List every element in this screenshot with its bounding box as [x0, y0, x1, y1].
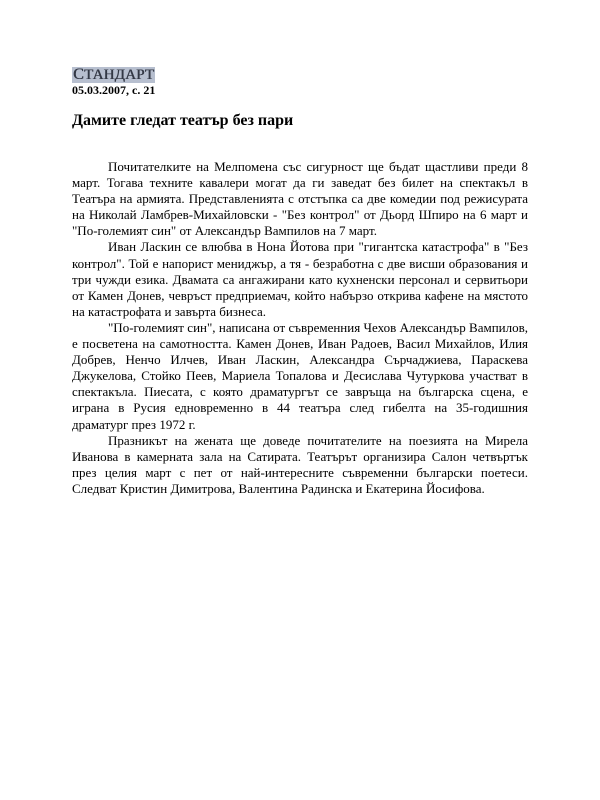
article-title: Дамите гледат театър без пари	[72, 112, 294, 129]
publication-masthead	[72, 67, 155, 83]
article-body	[72, 159, 528, 497]
masthead-rest: ТАНДАРТ	[83, 67, 155, 83]
dateline: 05.03.2007, с. 21	[72, 83, 156, 97]
article-paragraph: Почитателките на Мелпомена със сигурност ще бъдат щастливи преди 8 март. Тогава техните кавалери могат да ги заведат без билет на спектакъл в Театъра на армията. Представленията с отстъпка са две комедии под режисурата на Николай Ламбрев-Михайловски - "Без контрол" от Дьорд Шпиро на 6 март и "По-големият син" от Александър Вампилов на 7 март.	[72, 159, 528, 239]
article-paragraph: Празникът на жената ще доведе почитателите на поезията на Мирела Иванова в камерната зала на Сатирата. Театърът организира Салон четвъртък през целия март с пет от най-интересните съвременни български поетеси. Следват Кристин Димитрова, Валентина Радинска и Екатерина Йосифова.	[72, 432, 528, 496]
masthead-initial: С	[73, 66, 84, 83]
article-paragraph: "По-големият син", написана от съвременния Чехов Александър Вампилов, е посветена на самотността. Камен Донев, Иван Радоев, Васил Михайлов, Илия Добрев, Ненчо Илчев, Иван Ласкин, Александра Сърчаджиева, Параскева Джукелова, Стойко Пеев, Мариела Топалова и Десислава Чутуркова участват в спектакъла. Пиесата, с която драматургът се завръща на българска сцена, е играна в Русия едновременно в 44 театъра след гибелта на 35-годишния драматург през 1972 г.	[72, 319, 528, 432]
article-paragraph: Иван Ласкин се влюбва в Нона Йотова при "гигантска катастрофа" в "Без контрол". Той е напорист мениджър, а тя - безработна с две висши образования и три чужди езика. Двамата са ангажирани като кухненски персонал и сервитьори от Камен Донев, чевръст предприемач, който набързо открива кафене на мястото на катастрофата и завърта бизнеса.	[72, 239, 528, 319]
